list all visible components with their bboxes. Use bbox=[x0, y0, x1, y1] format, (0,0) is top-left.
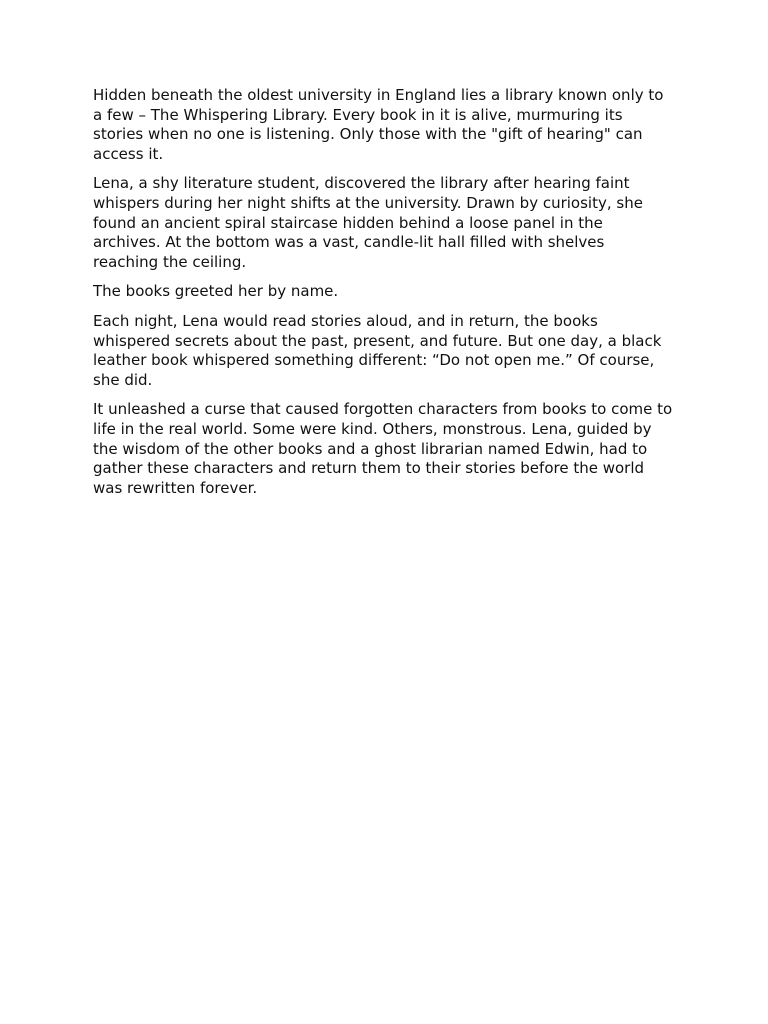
document-body bbox=[93, 86, 673, 508]
paragraph-intro: Hidden beneath the oldest university in England lies a library known only to a few – The Whispering Library. Every book in it is alive, murmuring its stories when no one is listening. Only those with the "gift of hearing" can access it. bbox=[93, 86, 664, 163]
paragraph-black-book: Each night, Lena would read stories aloud, and in return, the books whispered secrets about the past, present, and future. But one day, a black leather book whispered something different: “Do not open me.” Of course, she did. bbox=[93, 311, 662, 389]
paragraph-greeting: The books greeted her by name. bbox=[93, 282, 339, 301]
paragraph-curse: It unleashed a curse that caused forgotten characters from books to come to life in the real world. Some were kind. Others, monstrous. Lena, guided by the wisdom of the other books and a ghost librarian named Edwin, had to gather these characters and return them to their stories before the world was rewritten forever. bbox=[93, 400, 673, 497]
paragraph-discovery: Lena, a shy literature student, discovered the library after hearing faint whispers during her night shifts at the university. Drawn by curiosity, she found an ancient spiral staircase hidden behind a loose panel in the archives. At the bottom was a vast, candle-lit hall filled with shelves reaching the ceiling. bbox=[93, 174, 643, 271]
